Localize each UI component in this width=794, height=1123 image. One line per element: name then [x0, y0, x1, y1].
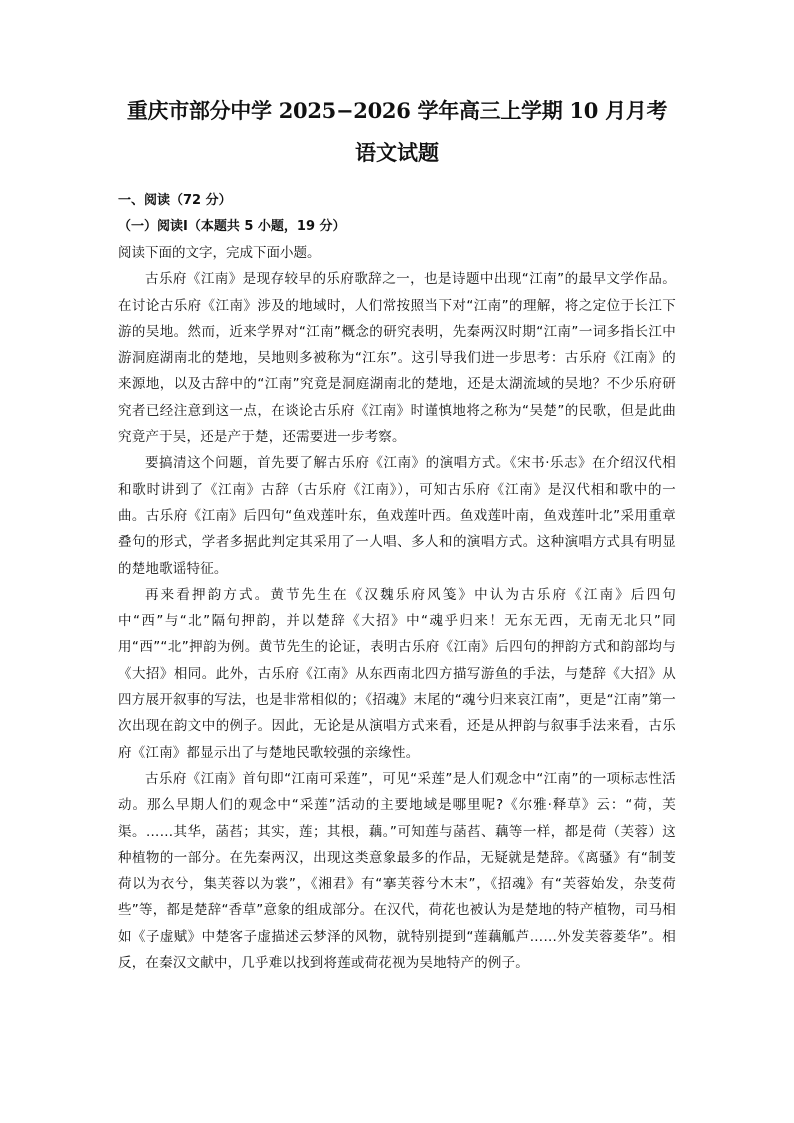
- section-heading-reading: 一、阅读（72 分）: [118, 193, 232, 208]
- exam-subject-title: 语文试题: [355, 140, 439, 165]
- passage-paragraph: 古乐府《江南》首句即“江南可采莲”，可见“采莲”是人们观念中“江南”的一项标志性活动。那么早期人们的观念中“采莲”活动的主要地域是哪里呢?《尔雅·释草》云：“荷，芙渠。……其华，菡萏；其实，莲；其根，藕。”可知莲与菡萏、藕等一样，都是荷（芙蓉）这种植物的一部分。在先秦两汉，出现这类意象最多的作品，无疑就是楚辞。《离骚》有“制芰荷以为衣兮，集芙蓉以为裳”，《湘君》有“搴芙蓉兮木末”，《招魂》有“芙蓉始发，杂芰荷些”等，都是楚辞“香草”意象的组成部分。在汉代，荷花也被认为是楚地的特产植物，司马相如《子虚赋》中楚客子虚描述云梦泽的风物，就特别提到“莲藕觚芦……外发芙蓉菱华”。相反，在秦汉文献中，几乎难以找到将莲或荷花视为吴地特产的例子。: [118, 770, 676, 972]
- exam-title: 重庆市部分中学 2025−2026 学年高三上学期 10 月月考: [126, 98, 668, 123]
- sub-heading-reading-1: （一）阅读Ⅰ（本题共 5 小题，19 分）: [118, 219, 346, 234]
- passage-paragraph: 再来看押韵方式。黄节先生在《汉魏乐府风笺》中认为古乐府《江南》后四句中“西”与“北”隔句押韵，并以楚辞《大招》中“魂乎归来！无东无西，无南无北只”同用“西”“北”押韵为例。黄节先生的论证，表明古乐府《江南》后四句的押韵方式和韵部均与《大招》相同。此外，古乐府《江南》从东西南北四方描写游鱼的手法，与楚辞《大招》从四方展开叙事的写法，也是非常相似的；《招魂》末尾的“魂兮归来哀江南”，更是“江南”第一次出现在韵文中的例子。因此，无论是从演唱方式来看，还是从押韵与叙事手法来看，古乐府《江南》都显示出了与楚地民歌较强的亲缘性。: [118, 586, 676, 761]
- reading-instruction: 阅读下面的文字，完成下面小题。: [118, 245, 321, 261]
- passage-paragraph: 要搞清这个问题，首先要了解古乐府《江南》的演唱方式。《宋书·乐志》在介绍汉代相和歌时讲到了《江南》古辞（古乐府《江南》），可知古乐府《江南》是汉代相和歌中的一曲。古乐府《江南》后四句“鱼戏莲叶东，鱼戏莲叶西。鱼戏莲叶南，鱼戏莲叶北”采用重章叠句的形式，学者多据此判定其采用了一人唱、多人和的演唱方式。这种演唱方式具有明显的楚地歌谣特征。: [118, 455, 676, 577]
- passage-paragraph: 古乐府《江南》是现存较早的乐府歌辞之一，也是诗题中出现“江南”的最早文学作品。在讨论古乐府《江南》涉及的地域时，人们常按照当下对“江南”的理解，将之定位于长江下游的吴地。然而，近来学界对“江南”概念的研究表明，先秦两汉时期“江南”一词多指长江中游洞庭湖南北的楚地，吴地则多被称为“江东”。这引导我们进一步思考：古乐府《江南》的来源地，以及古辞中的“江南”究竟是洞庭湖南北的楚地，还是太湖流域的吴地？不少乐府研究者已经注意到这一点，在谈论古乐府《江南》时谨慎地将之称为“吴楚”的民歌，但是此曲究竟产于吴，还是产于楚，还需要进一步考察。: [118, 271, 676, 446]
